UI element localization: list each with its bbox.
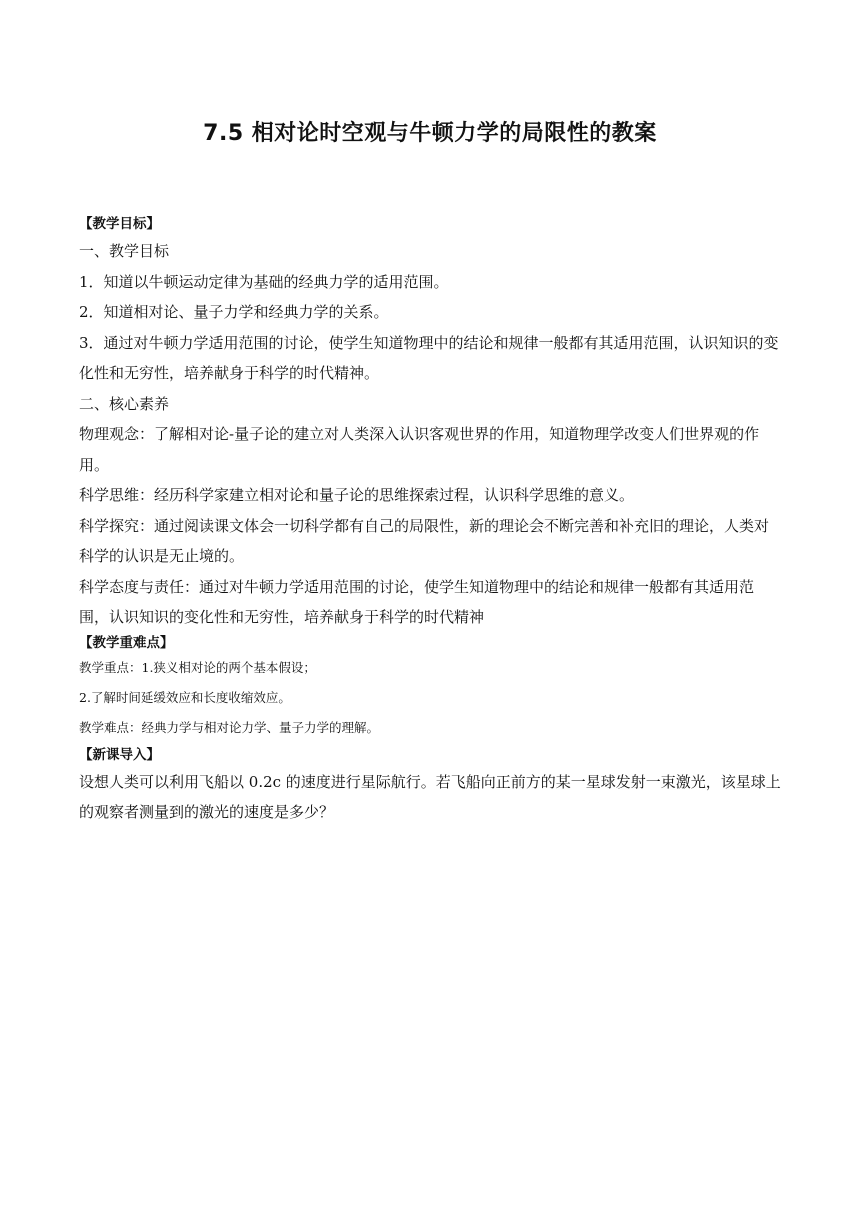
paragraph: 设想人类可以利用飞船以 0.2c 的速度进行星际航行。若飞船向正前方的某一星球发射一束激光，该星球上的观察者测量到的激光的速度是多少？ bbox=[79, 772, 781, 821]
section-heading: 【新课导入】 bbox=[79, 746, 160, 763]
paragraph: 科学态度与责任：通过对牛顿力学适用范围的讨论，使学生知道物理中的结论和规律一般都有其适用范围，认识知识的变化性和无穷性，培养献身于科学的时代精神 bbox=[79, 577, 755, 626]
paragraph: 科学探究：通过阅读课文体会一切科学都有自己的局限性，新的理论会不断完善和补充旧的理论，人类对科学的认识是无止境的。 bbox=[79, 516, 770, 565]
paragraph: 物理观念：了解相对论-量子论的建立对人类深入认识客观世界的作用，知道物理学改变人们世界观的作用。 bbox=[79, 425, 760, 474]
subheading-goals: 一、教学目标 bbox=[79, 242, 170, 260]
document-title: 7.5 相对论时空观与牛顿力学的局限性的教案 bbox=[203, 121, 657, 146]
section-introduction bbox=[79, 745, 781, 828]
paragraph: 科学思维：经历科学家建立相对论和量子论的思维探索过程，认识科学思维的意义。 bbox=[79, 486, 635, 504]
paragraph: 1．知道以牛顿运动定律为基础的经典力学的适用范围。 bbox=[79, 272, 449, 291]
paragraph: 2．知道相对论、量子力学和经典力学的关系。 bbox=[79, 303, 389, 321]
section-heading: 【教学目标】 bbox=[79, 216, 160, 232]
subheading-core-literacy: 二、核心素养 bbox=[79, 394, 170, 413]
paragraph: 教学重点：1.狭义相对论的两个基本假设； bbox=[79, 659, 316, 675]
paragraph: 3．通过对牛顿力学适用范围的讨论，使学生知道物理中的结论和规律一般都有其适用范围，认识知识的变化性和无穷性，培养献身于科学的时代精神。 bbox=[79, 333, 779, 382]
paragraph: 教学难点：经典力学与相对论力学、量子力学的理解。 bbox=[79, 719, 380, 735]
paragraph: 2.了解时间延缓效应和长度收缩效应。 bbox=[79, 689, 291, 705]
section-key-points bbox=[79, 633, 781, 741]
document-body bbox=[79, 214, 781, 828]
section-teaching-goals bbox=[79, 214, 781, 633]
section-heading: 【教学重难点】 bbox=[79, 634, 174, 651]
